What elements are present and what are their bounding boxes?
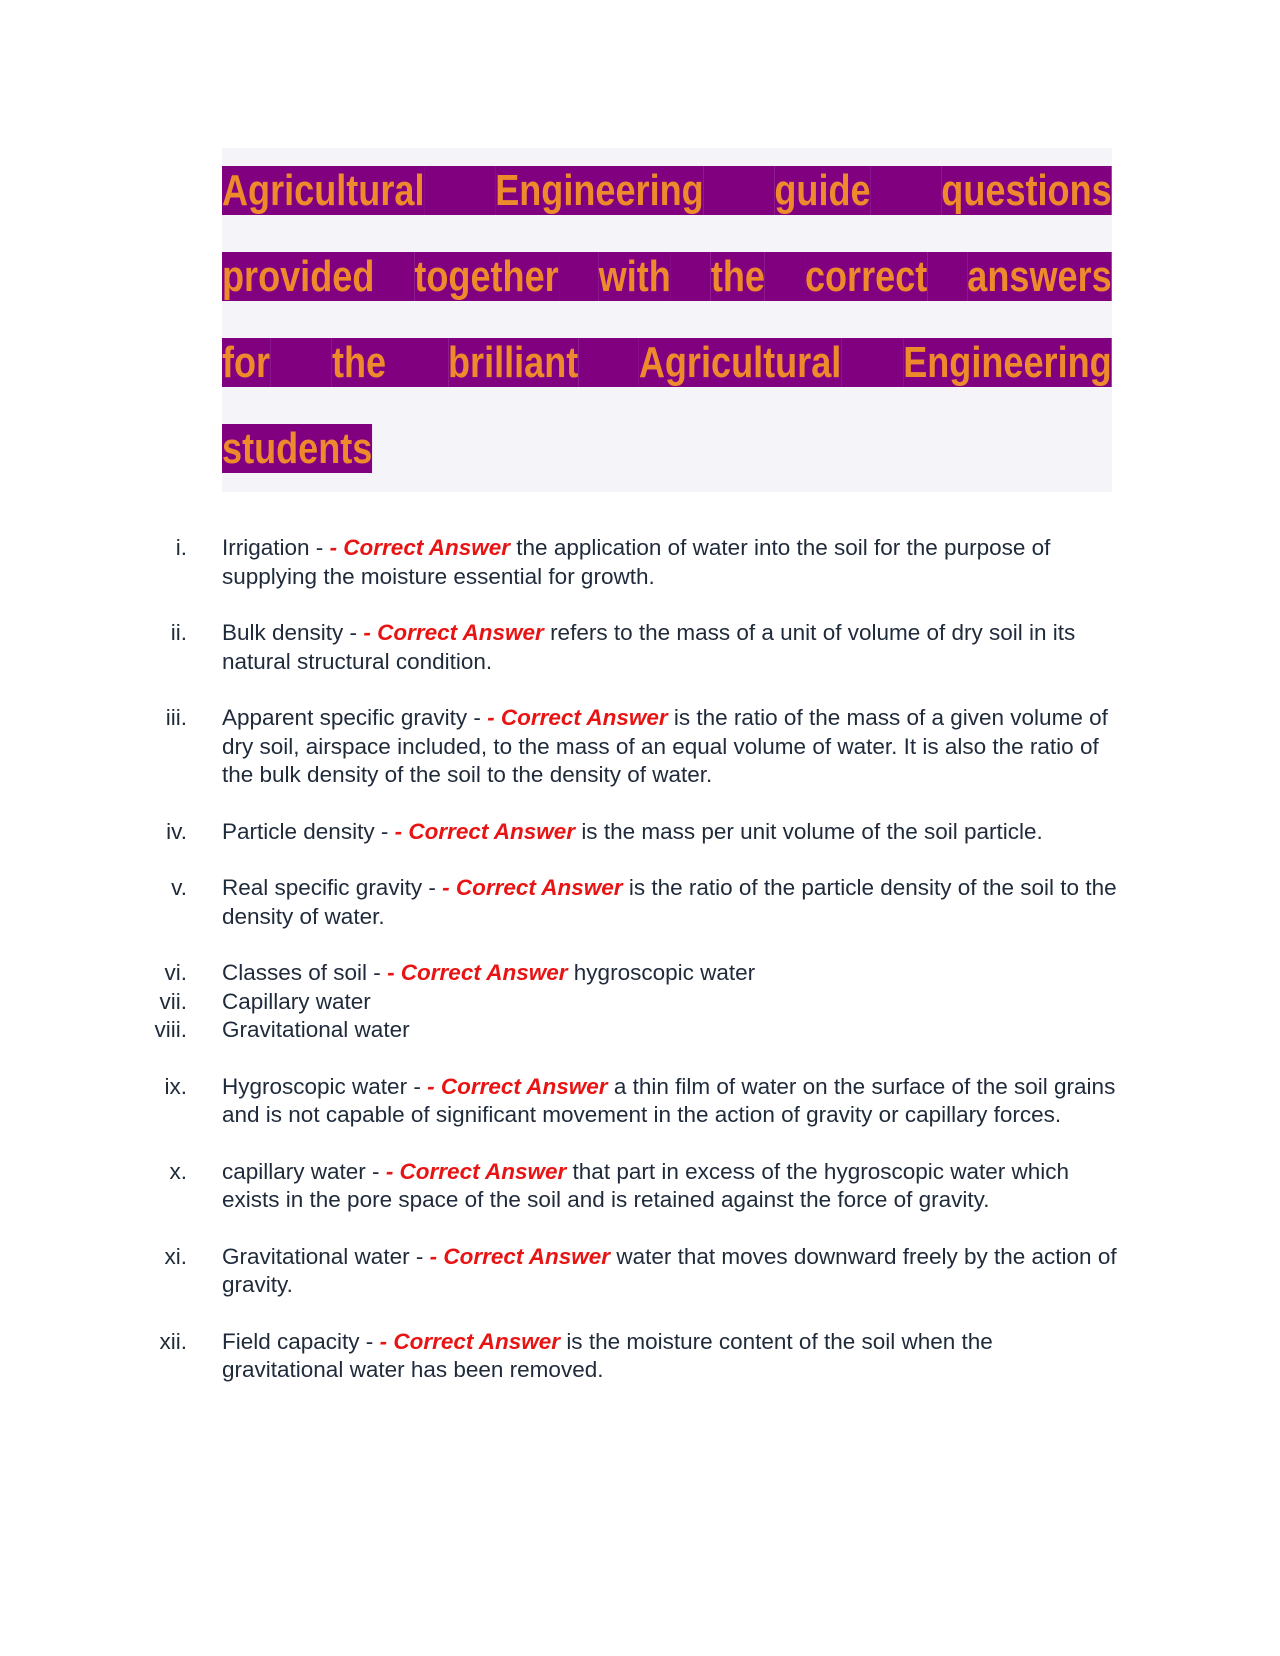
question-term: Gravitational water -	[222, 1243, 424, 1269]
list-text	[222, 1016, 1117, 1045]
answer-text: is the mass per unit volume of the soil particle.	[581, 818, 1043, 844]
answer-text: is the ratio of the particle density of the soil to the density of water.	[222, 875, 1117, 929]
list-number: viii.	[154, 1017, 187, 1042]
list-item	[0, 534, 1280, 591]
list-number: ii.	[170, 620, 187, 645]
answer-text: that part in excess of the hygroscopic water which exists in the pore space of the soil and is retained against the force of gravity.	[222, 1158, 1070, 1212]
list-item	[0, 959, 1280, 988]
list-item	[0, 988, 1280, 1017]
title-word: brilliant	[447, 338, 579, 387]
correct-answer-label: - Correct Answer	[385, 1158, 567, 1184]
list-number: v.	[171, 875, 187, 900]
list-item	[0, 1016, 1280, 1045]
correct-answer-label: - Correct Answer	[363, 620, 544, 645]
title-word: questions	[941, 166, 1112, 215]
title-word: answers	[967, 252, 1112, 301]
list-number: xii.	[159, 1328, 187, 1354]
title-line	[222, 320, 1112, 406]
list-item	[0, 1328, 1280, 1385]
list-text	[222, 619, 1117, 676]
list-text	[222, 988, 1117, 1017]
list-item	[0, 818, 1280, 847]
correct-answer-label: - Correct Answer	[329, 535, 511, 560]
question-term: Real specific gravity -	[222, 875, 436, 900]
list-item	[0, 1073, 1280, 1130]
item-text: Gravitational water	[222, 1017, 410, 1042]
answer-text: refers to the mass of a unit of volume of dry soil in its natural structural condition.	[222, 620, 1076, 674]
correct-answer-label: - Correct Answer	[442, 875, 623, 900]
answer-text: is the ratio of the mass of a given volume of dry soil, airspace included, to the mass of an equal volume of water. It is also the ratio of the bulk density of the soil to the density of water.	[222, 705, 1108, 787]
question-term: Irrigation -	[222, 535, 324, 560]
correct-answer-label: - Correct Answer	[379, 1328, 561, 1354]
title-word: together	[414, 252, 559, 301]
list-item	[0, 1243, 1280, 1300]
answer-text: is the moisture content of the soil when the gravitational water has been removed.	[222, 1328, 993, 1382]
list-number: iii.	[165, 705, 187, 730]
answer-text: a thin film of water on the surface of the soil grains and is not capable of significant movement in the action of gravity or capillary forces.	[222, 1073, 1116, 1127]
title-line	[222, 148, 1112, 234]
list-text	[222, 874, 1117, 931]
list-text	[222, 704, 1117, 790]
list-text	[222, 1243, 1117, 1300]
list-number: xi.	[164, 1243, 187, 1269]
question-term: Particle density -	[222, 818, 389, 844]
list-text	[222, 534, 1117, 591]
question-term: Bulk density -	[222, 620, 358, 645]
question-term: Field capacity -	[222, 1328, 374, 1354]
title-word: guide	[774, 166, 871, 215]
answer-text: the application of water into the soil for the purpose of supplying the moisture essential for growth.	[222, 535, 1051, 589]
list-number: iv.	[166, 818, 187, 844]
list-item	[0, 704, 1280, 790]
correct-answer-label: - Correct Answer	[394, 818, 576, 844]
item-text: Capillary water	[222, 988, 371, 1014]
correct-answer-label: - Correct Answer	[427, 1073, 608, 1099]
title-word: Agricultural	[222, 166, 425, 215]
list-item	[0, 874, 1280, 931]
title-word: Engineering	[903, 338, 1112, 387]
list-text	[222, 1328, 1117, 1385]
title-word: the	[710, 252, 765, 301]
title-word: the	[331, 338, 387, 387]
list-number: x.	[169, 1158, 187, 1184]
list-number: vi.	[164, 960, 187, 985]
list-item	[0, 619, 1280, 676]
list-item	[0, 1158, 1280, 1215]
correct-answer-label: - Correct Answer	[387, 960, 568, 985]
title-word: Engineering	[495, 166, 704, 215]
list-text	[222, 1158, 1117, 1215]
correct-answer-label: - Correct Answer	[487, 705, 668, 730]
list-number: vii.	[159, 988, 187, 1014]
title-line	[222, 234, 1112, 320]
title-word: for	[222, 338, 271, 387]
title-word: correct	[804, 252, 928, 301]
list-number: i.	[175, 535, 187, 560]
question-term: Classes of soil -	[222, 960, 381, 985]
list-text	[222, 959, 1117, 988]
list-number: ix.	[164, 1073, 187, 1099]
correct-answer-label: - Correct Answer	[429, 1243, 611, 1269]
title-word: with	[598, 252, 671, 301]
question-list	[0, 534, 1280, 1413]
answer-text: hygroscopic water	[573, 960, 756, 985]
title-word: students	[222, 424, 373, 473]
title-word: provided	[222, 252, 375, 301]
question-term: capillary water -	[222, 1158, 380, 1184]
title-line	[222, 406, 1112, 492]
title-word: Agricultural	[638, 338, 842, 387]
question-term: Hygroscopic water -	[222, 1073, 421, 1099]
document-title	[222, 148, 1112, 492]
answer-text: water that moves downward freely by the action of gravity.	[222, 1243, 1117, 1297]
list-text	[222, 818, 1117, 847]
list-text	[222, 1073, 1117, 1130]
question-term: Apparent specific gravity -	[222, 705, 481, 730]
